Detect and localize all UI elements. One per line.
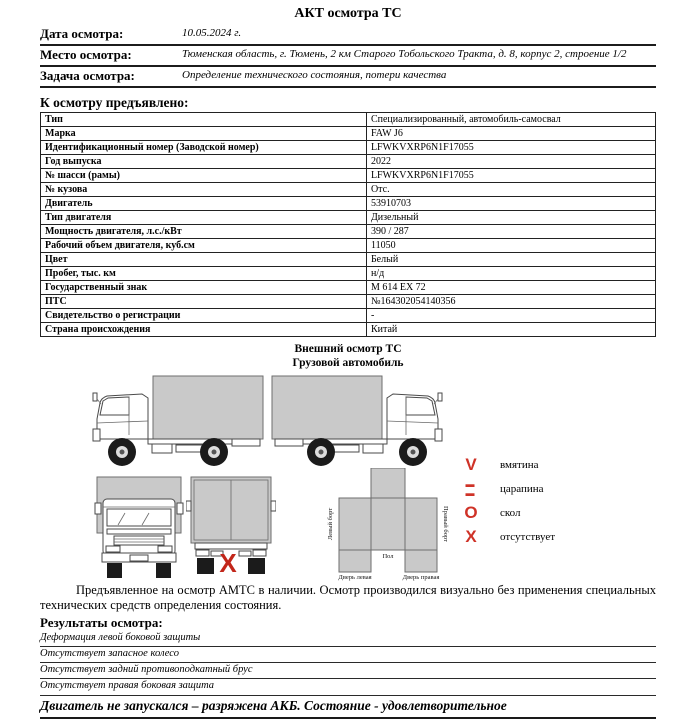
door-left-label: Дверь левая [338, 573, 372, 581]
field-label: Государственный знак [41, 281, 367, 295]
table-row [41, 281, 656, 295]
result-item: Отсутствует запасное колесо [40, 647, 656, 663]
table-row [41, 323, 656, 337]
floor-label: Пол [382, 552, 394, 560]
field-value: Определение технического состояния, потери качества [178, 66, 656, 87]
field-label: Дата осмотра: [40, 25, 178, 45]
inspection-summary-paragraph: Предъявленное на осмотр АМТС в наличии. Осмотр производился визуально без применения специальных технических средств определения состояния. [40, 582, 656, 612]
table-row [41, 225, 656, 239]
header-table [40, 25, 656, 88]
scratch-symbol-icon: ▬ ▬ [465, 478, 477, 498]
field-label: Год выпуска [41, 155, 367, 169]
table-row [41, 113, 656, 127]
field-value: LFWKVXRP6N1F17055 [366, 169, 655, 183]
field-label: Свидетельство о регистрации [41, 309, 367, 323]
field-label: Тип двигателя [41, 211, 367, 225]
field-label: Страна происхождения [41, 323, 367, 337]
dent-symbol-icon: V [465, 455, 477, 475]
field-value: М 614 ЕХ 72 [366, 281, 655, 295]
table-row [41, 183, 656, 197]
field-label: Двигатель [41, 197, 367, 211]
field-value: 10.05.2024 г. [178, 25, 656, 45]
conclusion-text: Двигатель не запускался – разряжена АКБ. Состояние - удовлетворительное [40, 696, 656, 719]
chip-symbol-icon: O [464, 503, 478, 523]
table-row [41, 253, 656, 267]
field-value: Тюменская область, г. Тюмень, 2 км Старого Тобольского Тракта, д. 8, корпус 2, строение 1/2 [178, 45, 656, 66]
table-row [41, 211, 656, 225]
vehicle-spec-table [40, 112, 656, 337]
result-item: Отсутствует правая боковая защита [40, 679, 656, 695]
result-item: Деформация левой боковой защиты [40, 631, 656, 647]
field-label: Место осмотра: [40, 45, 178, 66]
right-wall-label: Правый борт [442, 505, 449, 542]
field-label: Рабочий объем двигателя, куб.см [41, 239, 367, 253]
field-label: ПТС [41, 295, 367, 309]
table-row [41, 141, 656, 155]
field-value: 2022 [366, 155, 655, 169]
table-row [41, 267, 656, 281]
field-label: Мощность двигателя, л.с./кВт [41, 225, 367, 239]
truck-side-view-left-icon [92, 373, 267, 473]
field-label: Задача осмотра: [40, 66, 178, 87]
table-row [40, 45, 656, 66]
legend-item [458, 525, 638, 549]
page-title: АКТ осмотра ТС [294, 6, 402, 21]
missing-symbol-icon: X [465, 527, 477, 547]
truck-rear-view-icon [186, 475, 276, 580]
field-value: 11050 [366, 239, 655, 253]
table-row [41, 169, 656, 183]
table-row [41, 155, 656, 169]
field-label: Тип [41, 113, 367, 127]
section-heading-presented: К осмотру предъявлено: [40, 95, 189, 110]
truck-damage-diagram [40, 373, 656, 580]
field-value: - [366, 309, 655, 323]
damage-legend [458, 453, 638, 549]
inspection-title-line1: Внешний осмотр ТС [294, 343, 402, 355]
field-label: Цвет [41, 253, 367, 267]
field-value: Дизельный [366, 211, 655, 225]
legend-item [458, 477, 638, 501]
legend-label: вмятина [500, 458, 539, 471]
field-label: № кузова [41, 183, 367, 197]
field-label: Пробег, тыс. км [41, 267, 367, 281]
table-row [41, 295, 656, 309]
exterior-inspection-title [40, 342, 656, 371]
field-label: Идентификационный номер (Заводской номер) [41, 141, 367, 155]
field-value: LFWKVXRP6N1F17055 [366, 141, 655, 155]
left-wall-label: Левый борт [327, 507, 334, 540]
legend-item [458, 501, 638, 525]
table-row [40, 66, 656, 87]
door-right-label: Дверь правая [402, 573, 440, 581]
field-value: 53910703 [366, 197, 655, 211]
field-value: Белый [366, 253, 655, 267]
table-row [41, 197, 656, 211]
table-row [41, 309, 656, 323]
result-item: Отсутствует задний противоподкатный брус [40, 663, 656, 679]
inspection-title-line2: Грузовой автомобиль [292, 357, 404, 370]
table-row [41, 127, 656, 141]
field-value: н/д [366, 267, 655, 281]
field-label: Марка [41, 127, 367, 141]
damage-x-mark: X [219, 547, 237, 578]
legend-label: царапина [500, 482, 544, 495]
field-label: № шасси (рамы) [41, 169, 367, 183]
table-row [41, 239, 656, 253]
legend-label: отсутствует [500, 530, 556, 543]
legend-label: скол [500, 506, 521, 519]
table-row [40, 25, 656, 45]
legend-item [458, 453, 638, 477]
field-value: №164302054140356 [366, 295, 655, 309]
field-value: Китай [366, 323, 655, 337]
field-value: 390 / 287 [366, 225, 655, 239]
field-value: Отс. [366, 183, 655, 197]
field-value: FAW J6 [366, 127, 655, 141]
truck-front-view-icon [94, 475, 184, 580]
cargo-box-unfolded-diagram [318, 468, 458, 582]
truck-side-view-right-icon [268, 373, 443, 473]
results-heading: Результаты осмотра: [40, 615, 163, 631]
field-value: Специализированный, автомобиль-самосвал [366, 113, 655, 127]
